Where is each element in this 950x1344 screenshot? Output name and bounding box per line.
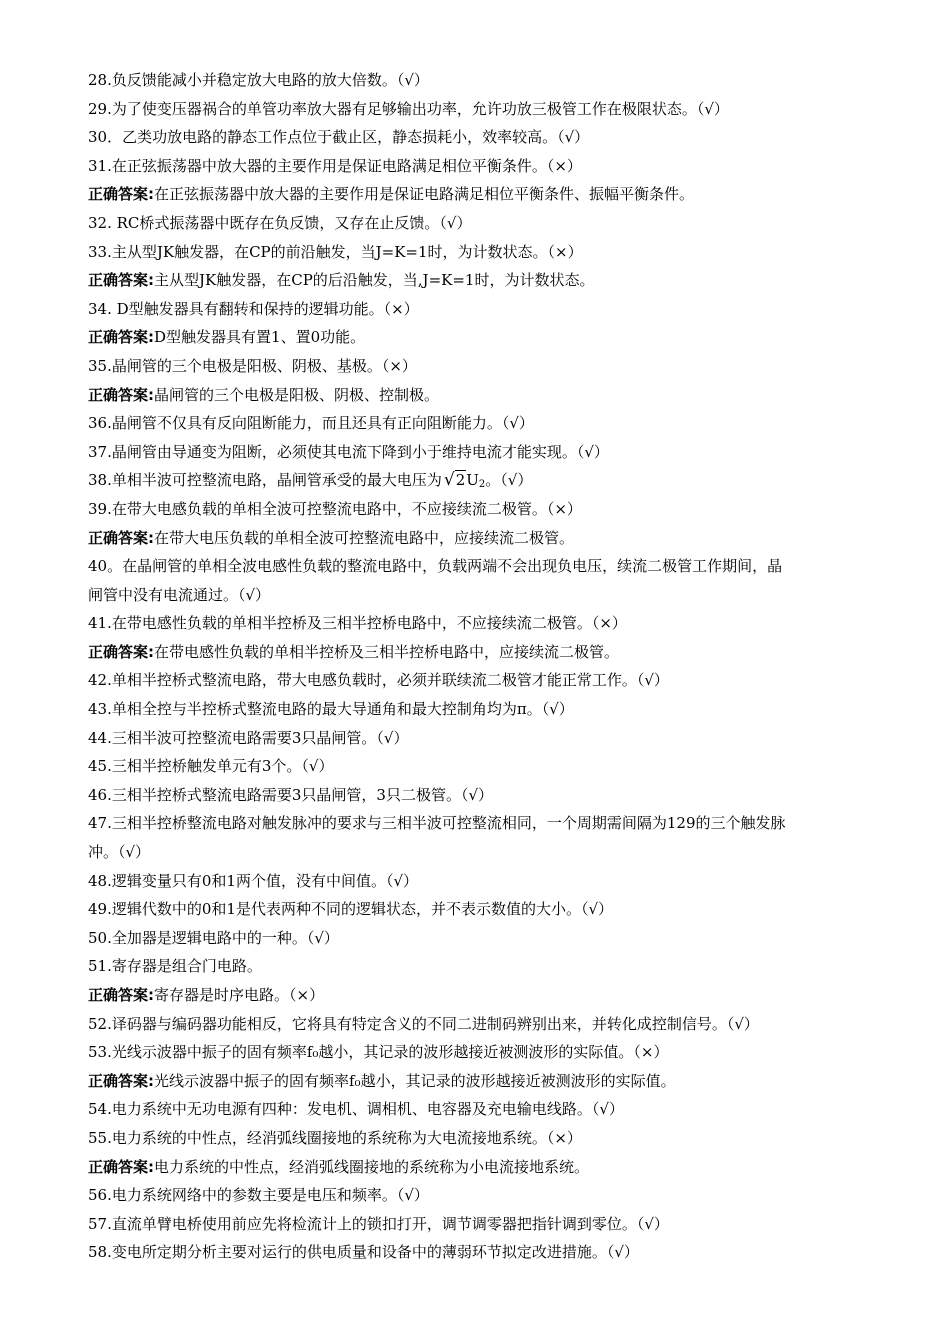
- answer-label: 正确答案:: [88, 528, 154, 547]
- answer-line: [88, 1067, 878, 1096]
- voltage-symbol: U: [466, 471, 479, 490]
- answer-line: [88, 638, 878, 667]
- answer-line: [88, 266, 878, 295]
- question-text-end: 。（√）: [485, 471, 533, 490]
- question-line: 48.逻辑变量只有0和1两个值，没有中间值。（√）: [88, 871, 419, 890]
- answer-text: 在带大电压负载的单相全波可控整流电路中，应接续流二极管。: [154, 528, 575, 547]
- answer-label: 正确答案:: [88, 185, 154, 204]
- question-line: 冲。（√）: [88, 843, 151, 862]
- question-line: 42.单相半控桥式整流电路，带大电感负载时，必须并联续流二极管才能正常工作。（√）: [88, 671, 669, 690]
- question-line: 45.三相半控桥触发单元有3个。（√）: [88, 757, 334, 776]
- voltage-subscript: 2: [478, 479, 486, 491]
- question-text: 38.单相半波可控整流电路，晶闸管承受的最大电压为: [88, 471, 442, 490]
- radicand: 2: [455, 471, 466, 490]
- answer-text: 电力系统的中性点，经消弧线圈接地的系统称为小电流接地系统。: [154, 1157, 590, 1176]
- question-line: 40。在晶闸管的单相全波电感性负载的整流电路中，负载两端不会出现负电压，续流二极管工作期间，晶: [88, 557, 783, 576]
- question-line: 55.电力系统的中性点，经消弧线圈接地的系统称为大电流接地系统。（×）: [88, 1128, 582, 1147]
- question-line: 44.三相半波可控整流电路需要3只晶闸管。（√）: [88, 728, 409, 747]
- answer-line: [88, 981, 878, 1010]
- answer-line: [88, 1153, 878, 1182]
- question-line: 52.译码器与编码器功能相反，它将具有特定含义的不同二进制码辨别出来，并转化成控制信号。（√）: [88, 1014, 759, 1033]
- document-body: [88, 66, 878, 1267]
- question-line: 32. RC桥式振荡器中既存在负反馈，又存在止反馈。（√）: [88, 213, 472, 232]
- answer-label: 正确答案:: [88, 1071, 154, 1090]
- question-line: 37.晶闸管由导通变为阻断，必须使其电流下降到小于维持电流才能实现。（√）: [88, 442, 609, 461]
- question-line: 30．乙类功放电路的静态工作点位于截止区，静态损耗小，效率较高。（√）: [88, 128, 590, 147]
- answer-line: [88, 180, 878, 209]
- question-line: 28.负反馈能减小并稳定放大电路的放大倍数。（√）: [88, 71, 429, 89]
- answer-line: [88, 524, 878, 553]
- question-line: 闸管中没有电流通过。（√）: [88, 585, 271, 604]
- question-line: 50.全加器是逻辑电路中的一种。（√）: [88, 928, 339, 947]
- answer-label: 正确答案:: [88, 642, 154, 661]
- answer-text: D型触发器具有置1、置0功能。: [154, 328, 366, 347]
- question-line: 31.在正弦振荡器中放大器的主要作用是保证电路满足相位平衡条件。（×）: [88, 156, 582, 175]
- question-line: 53.光线示波器中振子的固有频率f₀越小，其记录的波形越接近被测波形的实际值。（×）: [88, 1043, 669, 1062]
- sqrt-symbol: √2: [443, 470, 466, 491]
- answer-text: 寄存器是时序电路。（×）: [154, 986, 325, 1004]
- question-line: 47.三相半控桥整流电路对触发脉冲的要求与三相半波可控整流相同，一个周期需间隔为129的三个触发脉: [88, 814, 786, 833]
- question-line: 51.寄存器是组合门电路。: [88, 957, 262, 976]
- question-line: 54.电力系统中无功电源有四种：发电机、调相机、电容器及充电输电线路。（√）: [88, 1100, 624, 1119]
- question-line: [88, 466, 878, 495]
- question-line: 46.三相半控桥式整流电路需要3只晶闸管，3只二极管。（√）: [88, 785, 494, 804]
- answer-label: 正确答案:: [88, 385, 154, 404]
- answer-text: 在带电感性负载的单相半控桥及三相半控桥电路中，应接续流二极管。: [154, 642, 620, 661]
- answer-line: [88, 323, 878, 352]
- answer-label: 正确答案:: [88, 986, 154, 1004]
- question-line: 56.电力系统网络中的参数主要是电压和频率。（√）: [88, 1186, 429, 1205]
- answer-label: 正确答案:: [88, 328, 154, 347]
- answer-label: 正确答案:: [88, 271, 154, 290]
- question-line: 33.主从型JK触发器，在CP的前沿触发，当J=K=1时，为计数状态。（×）: [88, 242, 583, 261]
- question-line: 43.单相全控与半控桥式整流电路的最大导通角和最大控制角均为π。（√）: [88, 700, 574, 719]
- question-line: 35.晶闸管的三个电极是阳极、阴极、基极。（×）: [88, 356, 417, 375]
- question-line: 57.直流单臂电桥使用前应先将检流计上的锁扣打开，调节调零器把指针调到零位。（√）: [88, 1214, 669, 1233]
- question-line: 39.在带大电感负载的单相全波可控整流电路中，不应接续流二极管。（×）: [88, 499, 582, 518]
- question-line: 41.在带电感性负载的单相半控桥及三相半控桥电路中，不应接续流二极管。（×）: [88, 614, 627, 633]
- question-line: 36.晶闸管不仅具有反向阻断能力，而且还具有正向阻断能力。（√）: [88, 414, 534, 433]
- answer-text: 光线示波器中振子的固有频率f₀越小，其记录的波形越接近被测波形的实际值。: [154, 1071, 676, 1090]
- question-line: 58.变电所定期分析主要对运行的供电质量和设备中的薄弱环节拟定改进措施。（√）: [88, 1243, 639, 1262]
- answer-text: 在正弦振荡器中放大器的主要作用是保证电路满足相位平衡条件、振幅平衡条件。: [154, 185, 695, 204]
- answer-text: 主从型JK触发器，在CP的后沿触发，当,J=K=1时，为计数状态。: [154, 271, 595, 290]
- answer-line: [88, 381, 878, 410]
- question-line: 49.逻辑代数中的0和1是代表两种不同的逻辑状态，并不表示数值的大小。（√）: [88, 900, 614, 919]
- answer-label: 正确答案:: [88, 1157, 154, 1176]
- question-line: 34. D型触发器具有翻转和保持的逻辑功能。（×）: [88, 299, 419, 318]
- answer-text: 晶闸管的三个电极是阳极、阴极、控制极。: [154, 385, 440, 404]
- question-line: 29.为了使变压器祸合的单管功率放大器有足够输出功率，允许功放三极管工作在极限状态。（√）: [88, 99, 729, 118]
